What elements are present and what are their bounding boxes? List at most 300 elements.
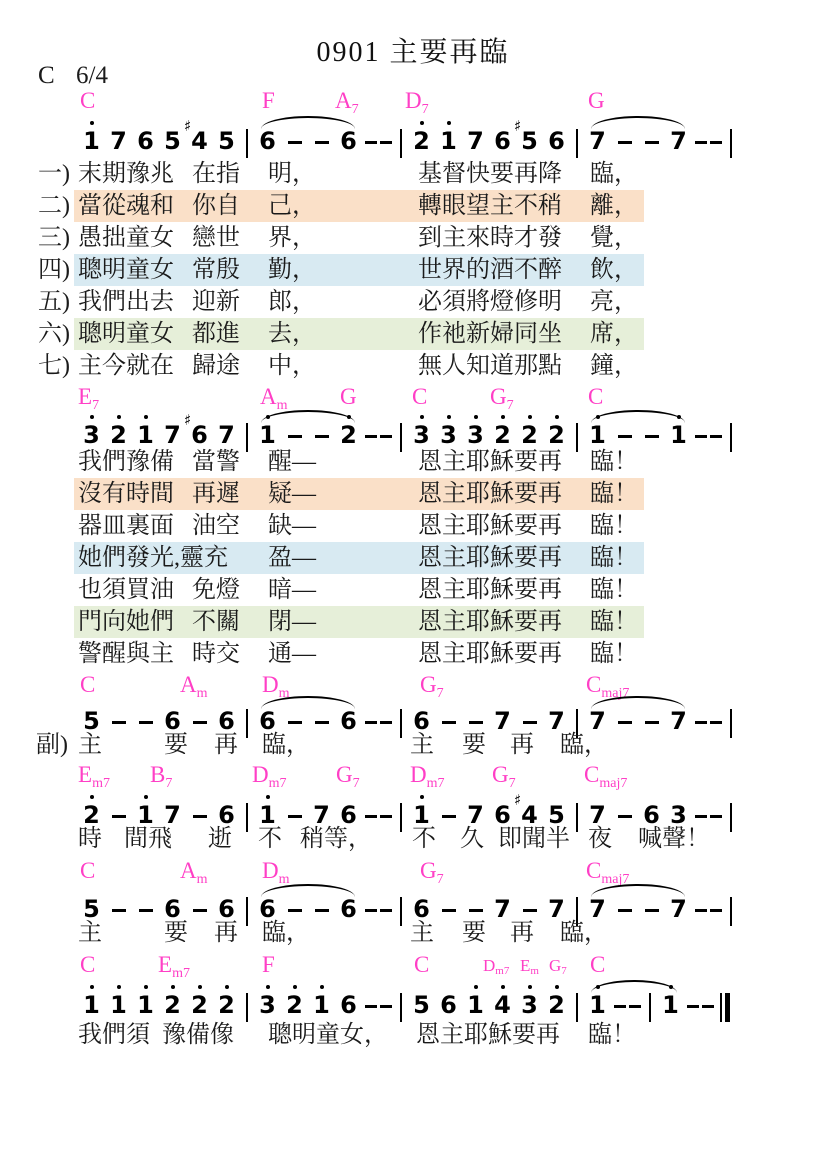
note: 6 (259, 127, 276, 155)
note: 6 (164, 707, 181, 735)
octave-dot (420, 795, 424, 799)
octave-dot (144, 985, 148, 989)
note: 7 (467, 801, 484, 829)
lyric-segment: 作祂新婦同坐 (418, 321, 562, 347)
lyric-segment: 閉— (268, 609, 316, 635)
lyric-segment: 臨！ (590, 513, 638, 539)
sharp-sign: ♯ (184, 411, 192, 429)
note: 6 (259, 895, 276, 923)
barline (394, 116, 408, 162)
slur-arc (254, 116, 362, 162)
octave-dot (347, 415, 351, 419)
octave-dot (225, 985, 229, 989)
note: 7 (589, 127, 606, 155)
key-letter: C (38, 62, 55, 89)
octave-dot (117, 985, 121, 989)
lyric-row (0, 446, 826, 478)
octave-dot (90, 415, 94, 419)
lyric-segment: 界， (268, 225, 316, 251)
verse-marker: 七) (38, 353, 70, 379)
lyric-segment: 主 (78, 732, 102, 758)
chord-symbol: C (80, 672, 96, 697)
note: 1 (408, 790, 435, 836)
chord-row-1 (0, 88, 826, 117)
lyric-segment: 我們須 (78, 1022, 150, 1048)
lyric-segment: 時 (78, 826, 102, 852)
verse-marker: 六) (38, 321, 70, 347)
lyric-segment: 離， (590, 193, 638, 219)
note: 3 (516, 980, 543, 1026)
chord-symbol: $E_7$ (78, 384, 100, 413)
note: 2 (489, 410, 516, 456)
note: 1 (665, 410, 692, 456)
lyric-row (0, 606, 826, 638)
note: 2 (186, 980, 213, 1026)
note: 6 (259, 707, 276, 735)
lyric-segment: 臨， (262, 732, 310, 758)
lyric-row (0, 542, 826, 574)
note: 3 (435, 410, 462, 456)
lyric-segment: 臨！ (590, 641, 638, 667)
octave-dot (528, 415, 532, 419)
lyric-segment: 門向她們 (78, 609, 174, 635)
lyric-segment: 飲， (590, 257, 638, 283)
octave-dot (117, 415, 121, 419)
note: 6 (164, 895, 181, 923)
lyric-segment: 聰明童女 (78, 257, 174, 283)
octave-dot (171, 985, 175, 989)
note: 2 (159, 980, 186, 1026)
octave-dot (596, 415, 600, 419)
lyric-segment: 明， (268, 161, 316, 187)
note: 6 (413, 707, 430, 735)
note: 7 (548, 895, 565, 923)
chord-symbol: $A_m$ (180, 858, 208, 887)
barline (570, 116, 584, 162)
lyric-segment: 己， (268, 193, 316, 219)
note: 5 (413, 991, 430, 1019)
chord-symbol: $B_7$ (150, 762, 173, 791)
lyric-segment: 恩主耶穌要再 (418, 513, 562, 539)
chord-symbol: F (262, 952, 275, 977)
note: 2 (105, 410, 132, 456)
note: 1 (435, 116, 462, 162)
lyric-segment: 恩主耶穌要再 (418, 481, 562, 507)
lyric-segment: 恩主耶穌要再 (418, 577, 562, 603)
lyric-segment: 主 (78, 920, 102, 946)
chord-symbol: $G_7$ (420, 858, 444, 887)
lyric-segment: 當警 (192, 449, 240, 475)
lyric-segment: 逝 (208, 826, 232, 852)
note: 2 (78, 790, 105, 836)
lyric-segment: 臨！ (590, 449, 638, 475)
lyric-segment: 恩主耶穌要再 (418, 545, 562, 571)
note: 2 (543, 980, 570, 1026)
chord-symbol: C (80, 858, 96, 883)
note: 6 (340, 707, 357, 735)
lyric-row (0, 638, 826, 670)
lyric-segment: 再 (214, 920, 238, 946)
note: 3 (78, 410, 105, 456)
note: 1 (78, 116, 105, 162)
lyric-row (0, 510, 826, 542)
octave-dot (144, 795, 148, 799)
note: 7 (670, 895, 687, 923)
lyric-segment: 到主來時才發 (418, 225, 562, 251)
note: 5 (83, 707, 100, 735)
lyric-segment: 喊聲！ (638, 826, 710, 852)
chord-symbol: $D_m$ (262, 672, 290, 701)
sharp-sign: ♯ (514, 791, 522, 809)
note: ♯ 4 (514, 791, 538, 829)
lyric-segment: 警醒與主 (78, 641, 174, 667)
chord-symbol: $D_{m7}$ (410, 762, 445, 791)
note: 6 (218, 801, 235, 829)
refrain-lyric-line-1 (0, 728, 826, 762)
octave-dot (501, 985, 505, 989)
note: 1 (78, 980, 105, 1026)
lyric-segment: 當從魂和 (78, 193, 174, 219)
barline (724, 116, 738, 162)
octave-dot (266, 415, 270, 419)
lyric-segment: 再 (214, 732, 238, 758)
note: 5 (164, 127, 181, 155)
note: 6 (494, 801, 511, 829)
chord-row-2 (0, 384, 826, 413)
octave-dot (501, 415, 505, 419)
chord-symbol: $E_m$ (520, 956, 539, 977)
note: 7 (670, 127, 687, 155)
octave-dot (596, 985, 600, 989)
lyric-segment: 臨！ (588, 1022, 636, 1048)
note: 6 (340, 801, 357, 829)
chord-symbol: $D_{m7}$ (483, 956, 510, 977)
refrain-lyric-line-3 (0, 916, 826, 950)
octave-dot (90, 795, 94, 799)
chord-symbol: $E_{m7}$ (158, 952, 190, 981)
octave-dot (555, 985, 559, 989)
lyric-segment: 都進 (192, 321, 240, 347)
lyric-row (0, 222, 826, 254)
lyric-segment: 基督快要再降 (418, 161, 562, 187)
lyric-segment: 無人知道那點 (418, 353, 562, 379)
lyric-row (0, 574, 826, 606)
octave-dot (266, 985, 270, 989)
note: 6 (494, 127, 511, 155)
note: 7 (494, 895, 511, 923)
note: 1 (105, 980, 132, 1026)
note: 6 (340, 991, 357, 1019)
slur-arc (584, 116, 692, 162)
note: 3 (462, 410, 489, 456)
chord-symbol: $D_m$ (262, 858, 290, 887)
lyric-segment: 鐘， (590, 353, 638, 379)
lyric-segment: 即聞半 (498, 826, 570, 852)
note: 1 (308, 980, 335, 1026)
note: 6 (137, 127, 154, 155)
note: 2 (408, 116, 435, 162)
lyric-segment: 稍等， (300, 826, 372, 852)
lyric-segment: 愚拙童女 (78, 225, 174, 251)
octave-dot (474, 985, 478, 989)
note: ♯ 6 (184, 411, 208, 449)
note: 3 (408, 410, 435, 456)
lyric-segment: 去， (268, 321, 316, 347)
note: 7 (589, 707, 606, 735)
octave-dot (90, 985, 94, 989)
lyric-segment: 缺— (268, 513, 316, 539)
lyric-segment: 油空 (192, 513, 240, 539)
lyric-segment: 不 (412, 826, 436, 852)
note: 7 (313, 801, 330, 829)
chord-symbol: G (340, 384, 357, 409)
lyric-row (0, 286, 826, 318)
lyric-segment: 再遲 (192, 481, 240, 507)
chord-symbol: C (412, 384, 428, 409)
chord-symbol: F (262, 88, 275, 113)
chord-symbol: C (414, 952, 430, 977)
barline (240, 116, 254, 162)
lyric-segment: 恩主耶穌要再 (418, 609, 562, 635)
chord-row-6 (0, 952, 826, 981)
lyric-row (0, 318, 826, 350)
note: 6 (218, 895, 235, 923)
note: 2 (335, 410, 362, 456)
lyric-segment: 恩主耶穌要再 (416, 1022, 560, 1048)
chord-symbol: $A_7$ (335, 88, 359, 117)
notation-row-1 (78, 116, 738, 162)
lyric-segment: 盈— (268, 545, 316, 571)
lyric-segment: 夜 (588, 826, 612, 852)
page-title: 0901 主要再臨 (316, 37, 510, 68)
octave-dot (320, 985, 324, 989)
verse-lyrics (0, 158, 826, 382)
octave-dot (420, 415, 424, 419)
lyric-segment: 臨！ (590, 609, 638, 635)
note: 7 (589, 801, 606, 829)
chord-row-5 (0, 858, 826, 887)
lyric-segment: 你自 (192, 193, 240, 219)
chord-symbol: $C_{maj7}$ (586, 858, 630, 887)
lyric-segment: 主 (410, 920, 434, 946)
note: 6 (413, 895, 430, 923)
chord-symbol: $G_7$ (490, 384, 514, 413)
note: 2 (543, 410, 570, 456)
note: 7 (494, 707, 511, 735)
lyric-segment: 暗— (268, 577, 316, 603)
duration-dashes (692, 116, 724, 162)
note: 2 (516, 410, 543, 456)
verse-marker: 五) (38, 289, 70, 315)
lyric-row (0, 190, 826, 222)
lyric-row (0, 158, 826, 190)
lyric-segment: 亮， (590, 289, 638, 315)
lyric-segment: 豫備像 (162, 1022, 234, 1048)
duration-dashes (362, 116, 394, 162)
note: 6 (340, 895, 357, 923)
chord-symbol: $G_7$ (549, 956, 567, 977)
note: 6 (548, 127, 565, 155)
lyric-segment: 常殷 (192, 257, 240, 283)
octave-dot (669, 985, 673, 989)
octave-dot (555, 415, 559, 419)
note: 7 (670, 707, 687, 735)
note: 3 (254, 980, 281, 1026)
lyric-segment: 疑— (268, 481, 316, 507)
lyric-segment: 歸途 (192, 353, 240, 379)
note: 1 (584, 410, 611, 456)
chord-symbol: $G_7$ (336, 762, 360, 791)
lyric-segment: 中， (268, 353, 316, 379)
verse-marker: 一) (38, 161, 70, 187)
lyric-segment: 臨！ (590, 481, 638, 507)
lyric-segment: 臨， (560, 920, 608, 946)
note: 7 (164, 801, 181, 829)
lyric-segment: 主今就在 (78, 353, 174, 379)
time-signature: 6/4 (76, 62, 108, 89)
lyric-segment: 通— (268, 641, 316, 667)
lyric-row (0, 254, 826, 286)
lyric-segment: 沒有時間 (78, 481, 174, 507)
octave-dot (447, 121, 451, 125)
note: 1 (254, 410, 281, 456)
note: 7 (110, 127, 127, 155)
verse-marker: 三) (38, 225, 70, 251)
lyric-segment: 時交 (192, 641, 240, 667)
chord-symbol: $C_{maj7}$ (586, 672, 630, 701)
note: ♯ 5 (514, 117, 538, 155)
lyric-segment: 臨！ (590, 545, 638, 571)
lyric-segment: 在指 (192, 161, 240, 187)
chord-symbol: $D_7$ (405, 88, 429, 117)
chord-symbol: $D_{m7}$ (252, 762, 287, 791)
lyric-segment: 臨！ (590, 577, 638, 603)
note: 2 (281, 980, 308, 1026)
octave-dot (677, 415, 681, 419)
chord-symbol: $C_{maj7}$ (584, 762, 628, 791)
lyric-segment: 聰明童女 (78, 321, 174, 347)
octave-dot (474, 415, 478, 419)
lyric-segment: 要 (462, 732, 486, 758)
chord-row-4 (0, 762, 826, 791)
lyric-segment: 不 (258, 826, 282, 852)
refrain-marker: 副) (36, 732, 68, 758)
lyric-segment: 恩主耶穌要再 (418, 449, 562, 475)
chord-symbol: $E_{m7}$ (78, 762, 110, 791)
note: 6 (218, 707, 235, 735)
chord-symbol: $G_7$ (492, 762, 516, 791)
note: ♯ 4 (184, 117, 208, 155)
note: 1 (132, 410, 159, 456)
lyric-segment: 迎新 (192, 289, 240, 315)
note: 1 (584, 980, 611, 1026)
lyric-segment: 醒— (268, 449, 316, 475)
note: 1 (657, 980, 684, 1026)
duration-dash (611, 116, 638, 162)
note: 7 (548, 707, 565, 735)
duration-dash (638, 116, 665, 162)
note: 6 (643, 801, 660, 829)
note: 1 (254, 790, 281, 836)
lyric-segment: 器皿裏面 (78, 513, 174, 539)
lyric-segment: 席， (590, 321, 638, 347)
lyric-segment: 間飛 (124, 826, 172, 852)
octave-dot (528, 985, 532, 989)
chord-symbol: C (590, 952, 606, 977)
note: 4 (489, 980, 516, 1026)
lyric-segment: 聰明童女， (268, 1022, 388, 1048)
chord-row-3 (0, 672, 826, 701)
octave-dot (144, 415, 148, 419)
lyric-segment: 末期豫兆 (78, 161, 174, 187)
lyric-segment: 免燈 (192, 577, 240, 603)
chord-symbol: C (80, 88, 96, 113)
lyric-row (0, 350, 826, 382)
note: 1 (132, 790, 159, 836)
note: 5 (83, 895, 100, 923)
lyric-segment: 我們出去 (78, 289, 174, 315)
lyric-segment: 臨， (262, 920, 310, 946)
lyric-segment: 勤， (268, 257, 316, 283)
sharp-sign: ♯ (514, 117, 522, 135)
lyric-segment: 她們發光,靈充 (78, 545, 228, 571)
duration-dash (308, 116, 335, 162)
octave-dot (420, 121, 424, 125)
note: 1 (462, 980, 489, 1026)
refrain-lyric-line-2 (0, 822, 826, 856)
note: 6 (340, 127, 357, 155)
note: 2 (213, 980, 240, 1026)
lyric-segment: 不關 (192, 609, 240, 635)
lyric-segment: 必須將燈修明 (418, 289, 562, 315)
sharp-sign: ♯ (184, 117, 192, 135)
chord-symbol: $A_m$ (180, 672, 208, 701)
verse-marker: 二) (38, 193, 70, 219)
note: 6 (440, 991, 457, 1019)
lyric-segment: 恩主耶穌要再 (418, 641, 562, 667)
lyric-segment: 要 (462, 920, 486, 946)
lyric-segment: 也須買油 (78, 577, 174, 603)
chord-symbol: $G_7$ (420, 672, 444, 701)
octave-dot (266, 795, 270, 799)
note: 5 (548, 801, 565, 829)
lyric-row (0, 478, 826, 510)
lyric-segment: 戀世 (192, 225, 240, 251)
note: 5 (218, 127, 235, 155)
octave-dot (293, 985, 297, 989)
lyric-segment: 要 (164, 732, 188, 758)
note: 1 (132, 980, 159, 1026)
chord-symbol: G (588, 88, 605, 113)
note: 7 (467, 127, 484, 155)
lyric-segment: 要 (164, 920, 188, 946)
lyric-segment: 久 (460, 826, 484, 852)
note: 7 (218, 421, 235, 449)
octave-dot (198, 985, 202, 989)
verse-marker: 四) (38, 257, 70, 283)
chord-symbol: $A_m$ (260, 384, 288, 413)
refrain-lyric-line-4 (0, 1018, 826, 1052)
duration-dash (281, 116, 308, 162)
note: 3 (670, 801, 687, 829)
lyric-segment: 臨， (590, 161, 638, 187)
lyric-segment: 轉眼望主不稍 (418, 193, 562, 219)
lyric-segment: 郎， (268, 289, 316, 315)
chord-symbol: C (80, 952, 96, 977)
note: 7 (164, 421, 181, 449)
lyric-segment: 臨， (560, 732, 608, 758)
lyric-segment: 主 (410, 732, 434, 758)
